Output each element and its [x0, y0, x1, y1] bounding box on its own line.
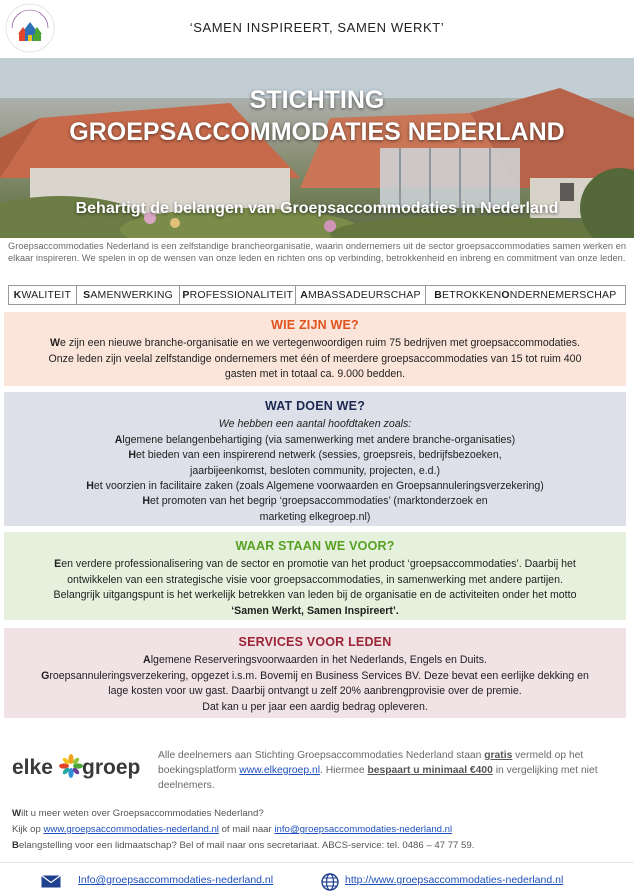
bespaart-highlight: bespaart u minimaal €400 — [367, 765, 493, 776]
footer-email-link[interactable]: Info@groepsaccommodaties-nederland.nl — [78, 874, 274, 886]
section-title: WIE ZIJN WE? — [271, 318, 359, 332]
elkegroep-description: Alle deelnemers aan Stichting Groepsaccommodaties Nederland staan gratis vermeld op het boekingsplatform www.elkegroep.nl. Hiermee bespaart u minimaal €400 in vergelijking met niet deelnemers. — [158, 750, 598, 791]
section-line: Een verdere professionalisering van de sector en promotie van het product ‘groepsaccommodaties’. Daarbij het — [54, 558, 576, 571]
section-wie-zijn-we — [4, 312, 626, 386]
service-item-cont: lage kosten voor uw gast. Daarbij ontvangt u zelf 20% aanbrengprovisie over de premie. — [108, 685, 522, 698]
section-line: Belangrijk uitgangspunt is het werkelijk betrekken van leden bij de organisatie en de activiteiten onder het motto — [53, 589, 577, 602]
contact-info — [12, 806, 622, 854]
footer-website-link[interactable]: http://www.groepsaccommodaties-nederland.nl — [345, 874, 564, 886]
globe-icon — [321, 873, 339, 891]
value-kwaliteit: K WALITEIT — [9, 286, 77, 304]
contact-line: Belangstelling voor een lidmaatschap? Bel of mail naar ons secretariaat. ABCS-service: tel. 0486 – 47 77 59. — [12, 840, 475, 851]
elkegroep-link[interactable]: www.elkegroep.nl — [239, 765, 320, 776]
section-line: We zijn een nieuwe branche-organisatie en we vertegenwoordigen ruim 75 bedrijven met groepsaccommodaties. — [50, 337, 580, 350]
hero-subtitle: Behartigt de belangen van Groepsaccommodaties in Nederland — [75, 200, 559, 217]
section-services-voor-leden — [4, 628, 626, 718]
intro-paragraph: Groepsaccommodaties Nederland is een zelfstandige brancheorganisatie, waarin ondernemers uit de sector groepsaccommodaties samen werken en elkaar inspireren. We spelen in op de wensen van onze leden en richten ons op verbinding, betrokkenheid en inbreng en commitment van onze leden. — [8, 241, 626, 263]
svg-text:groep: groep — [82, 756, 141, 779]
value-betrokken-ondernemerschap: B ETROKKEN O NDERNEMERSCHAP — [434, 289, 617, 301]
value-professionaliteit: P ROFESSIONALITEIT — [180, 286, 296, 304]
email-link[interactable]: info@groepsaccommodaties-nederland.nl — [274, 824, 453, 835]
section-line: ontwikkelen van een strategische visie voor groepsaccommodaties, in samenwerking met andere partijen. — [67, 573, 563, 586]
section-motto: ‘Samen Werkt, Samen Inspireert’. — [231, 604, 399, 617]
task-item: Algemene belangenbehartiging (via samenwerking met andere branche-organisaties) — [114, 433, 516, 446]
website-link[interactable]: www.groepsaccommodaties-nederland.nl — [43, 824, 219, 835]
gratis-highlight: gratis — [484, 750, 513, 761]
hero-banner — [0, 58, 634, 238]
value-samenwerking: S AMENWERKING — [77, 286, 181, 304]
section-wat-doen-we — [4, 392, 626, 526]
section-line: Onze leden zijn veelal zelfstandige ondernemers met één of meerdere groepsaccommodaties van 15 tot ruim 400 — [48, 352, 582, 365]
task-item: Het bieden van een inspirerend netwerk (sessies, groepsreis, bedrijfsbezoeken, — [128, 449, 502, 462]
motto: ‘SAMEN INSPIREERT, SAMEN WERKT’ — [189, 20, 445, 35]
hero-title — [0, 84, 634, 148]
hero-title-line1: STICHTING — [249, 86, 385, 114]
elkegroep-logo — [12, 752, 142, 782]
section-waar-staan-we-voor — [4, 532, 626, 620]
section-lead: We hebben een aantal hoofdtaken zoals: — [218, 418, 412, 431]
envelope-icon — [41, 875, 61, 888]
header — [0, 0, 634, 58]
task-item: Het promoten van het begrip ‘groepsaccommodaties’ (marktonderzoek en — [142, 495, 488, 508]
service-item-cont: Dat kan u per jaar een aardig bedrag opleveren. — [202, 700, 428, 713]
section-title: WAT DOEN WE? — [264, 399, 366, 413]
task-item-cont: jaarbijeenkomst, besloten community, projecten, e.d.) — [189, 464, 441, 477]
contact-line: Wilt u meer weten over Groepsaccommodaties Nederland? — [12, 808, 264, 819]
svg-text:elke: elke — [12, 756, 53, 779]
task-item: Het voorzien in facilitaire zaken (zoals Algemene voorwaarden en Groepsannuleringsverzekering) — [86, 480, 544, 493]
values-bar — [8, 285, 626, 305]
hero-title-line2: GROEPSACCOMMODATIES NEDERLAND — [69, 118, 565, 146]
task-item-cont: marketing elkegroep.nl) — [259, 510, 371, 523]
elkegroep-logo-mark — [12, 752, 142, 782]
section-title: SERVICES VOOR LEDEN — [238, 635, 392, 649]
contact-line: Kijk op www.groepsaccommodaties-nederland.nl of mail naar info@groepsaccommodaties-nederland.nl — [12, 824, 453, 835]
service-item: Groepsannuleringsverzekering, opgezet i.s.m. Bovemij en Business Services BV. Deze bevat een eerlijke dekking en — [41, 669, 589, 682]
service-item: Algemene Reserveringsvoorwaarden in het Nederlands, Engels en Duits. — [143, 654, 487, 667]
footer — [0, 862, 634, 896]
section-line: gasten met in totaal ca. 9.000 bedden. — [224, 368, 406, 381]
value-ambassadeurschap: A MBASSADEURSCHAP — [296, 286, 426, 304]
section-title: WAAR STAAN WE VOOR? — [235, 539, 395, 553]
